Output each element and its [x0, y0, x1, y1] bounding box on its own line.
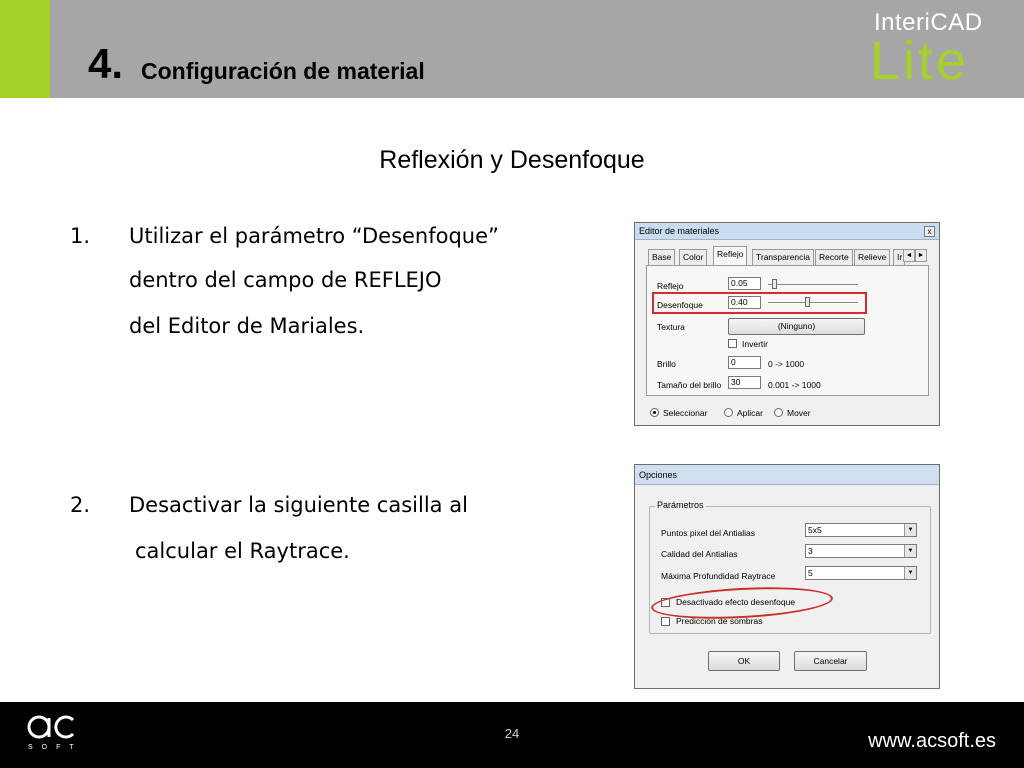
step-2-line-1: Desactivar la siguiente casilla al	[129, 493, 468, 517]
step-1-number: 1.	[70, 224, 91, 248]
tamano-brillo-field[interactable]: 30	[728, 376, 761, 389]
reflejo-label: Reflejo	[657, 281, 684, 291]
chevron-down-icon[interactable]: ▼	[904, 567, 916, 579]
raytrace-depth-label: Máxima Profundidad Raytrace	[661, 571, 776, 581]
mode-seleccionar-radio[interactable]	[650, 408, 659, 417]
options-window	[634, 464, 940, 689]
reflejo-slider-thumb[interactable]	[772, 279, 777, 289]
tab-transparencia[interactable]: Transparencia	[752, 249, 814, 265]
tab-recorte[interactable]: Recorte	[815, 249, 853, 265]
invertir-checkbox[interactable]	[728, 339, 737, 348]
mode-mover-label: Mover	[787, 408, 811, 418]
brillo-label: Brillo	[657, 359, 676, 369]
disable-blur-label: Desactivado efecto desenfoque	[676, 597, 796, 607]
tamano-brillo-label: Tamaño del brillo	[657, 380, 722, 390]
textura-label: Textura	[657, 322, 685, 332]
brillo-field[interactable]: 0	[728, 356, 761, 369]
lite-logo-text: Lite	[870, 31, 970, 91]
mode-seleccionar-label: Seleccionar	[663, 408, 708, 418]
step-1-line-1: Utilizar el parámetro “Desenfoque”	[129, 224, 499, 248]
tab-overflow[interactable]: Ir	[893, 249, 905, 265]
parametros-group-label: Parámetros	[657, 500, 704, 510]
reflejo-slider-track	[768, 284, 858, 286]
material-editor-titlebar	[635, 223, 939, 240]
mode-aplicar-radio[interactable]	[724, 408, 733, 417]
chevron-down-icon[interactable]: ▼	[904, 524, 916, 536]
desenfoque-highlight	[652, 292, 867, 314]
brillo-range: 0 -> 1000	[768, 359, 805, 369]
antialias-quality-select[interactable]	[805, 544, 917, 558]
tab-color[interactable]: Color	[679, 249, 707, 265]
antialias-points-label: Puntos pixel del Antialias	[661, 528, 756, 538]
shadow-prediction-label: Predicción de sombras	[676, 616, 763, 626]
tab-scroll-right-icon[interactable]: ►	[915, 249, 927, 262]
tab-scroll-left-icon[interactable]: ◄	[903, 249, 915, 262]
chevron-down-icon[interactable]: ▼	[904, 545, 916, 557]
raytrace-depth-value: 5	[808, 568, 813, 578]
website-url: www.acsoft.es	[868, 730, 996, 752]
desenfoque-label: Desenfoque	[657, 300, 703, 310]
invertir-label: Invertir	[742, 339, 768, 349]
step-1-line-2: dentro del campo de REFLEJO	[129, 268, 442, 292]
page-number: 24	[504, 726, 520, 741]
raytrace-depth-select[interactable]	[805, 566, 917, 580]
cancel-button[interactable]: Cancelar	[794, 651, 867, 671]
tab-relieve[interactable]: Relieve	[854, 249, 890, 265]
tab-reflejo[interactable]: Reflejo	[713, 246, 747, 266]
tab-base[interactable]: Base	[648, 249, 675, 265]
step-2-line-2: calcular el Raytrace.	[135, 539, 350, 563]
antialias-quality-label: Calidad del Antialias	[661, 549, 738, 559]
options-titlebar	[635, 465, 939, 485]
material-editor-window	[634, 222, 940, 426]
antialias-quality-value: 3	[808, 546, 813, 556]
mode-mover-radio[interactable]	[774, 408, 783, 417]
options-title: Opciones	[639, 470, 678, 480]
mode-aplicar-label: Aplicar	[737, 408, 763, 418]
reflejo-field[interactable]: 0.05	[728, 277, 761, 290]
intericad-logo-text: InteriCAD	[874, 9, 983, 36]
slide-title-number: 4.	[88, 40, 124, 87]
header-accent-bar	[0, 0, 50, 98]
slide-title: Configuración de material	[141, 58, 425, 84]
desenfoque-field[interactable]: 0.40	[728, 296, 761, 309]
close-icon[interactable]: x	[924, 226, 935, 237]
ok-button[interactable]: OK	[708, 651, 780, 671]
step-1-line-3: del Editor de Mariales.	[129, 314, 365, 338]
antialias-points-value: 5x5	[808, 525, 822, 535]
acsoft-logo-text: SOFT	[28, 744, 83, 751]
textura-button[interactable]: (Ninguno)	[728, 318, 865, 335]
shadow-prediction-checkbox[interactable]	[661, 617, 670, 626]
antialias-points-select[interactable]	[805, 523, 917, 537]
material-editor-title: Editor de materiales	[639, 226, 720, 236]
tamano-brillo-range: 0.001 -> 1000	[768, 380, 821, 390]
section-subtitle: Reflexión y Desenfoque	[379, 146, 645, 174]
step-2-number: 2.	[70, 493, 91, 517]
